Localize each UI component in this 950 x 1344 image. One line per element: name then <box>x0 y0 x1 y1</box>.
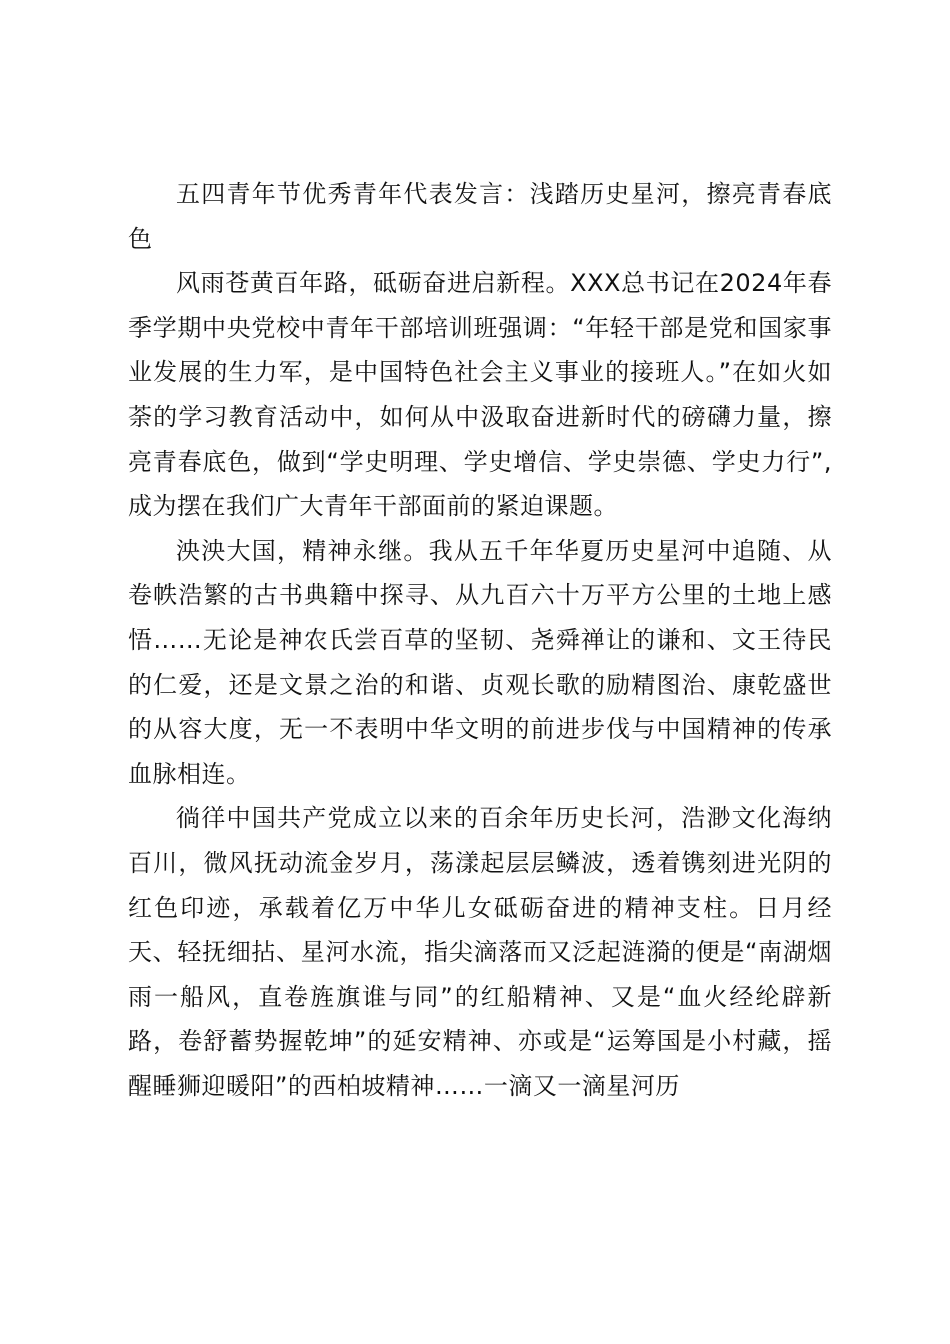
paragraph-2: 泱泱大国，精神永继。我从五千年华夏历史星河中追随、从卷帙浩繁的古书典籍中探寻、从九百六十万平方公里的土地上感悟……无论是神农氏尝百草的坚韧、尧舜禅让的谦和、文王待民的仁爱，还是文景之治的和谐、贞观长歌的励精图治、康乾盛世的从容大度，无一不表明中华文明的前进步伐与中国精神的传承血脉相连。 <box>128 536 832 788</box>
document-body <box>128 172 832 1108</box>
paragraph-3: 徜徉中国共产党成立以来的百余年历史长河，浩渺文化海纳百川，微风抚动流金岁月，荡漾起层层鳞波，透着镌刻进光阴的红色印迹，承载着亿万中华儿女砥砺奋进的精神支柱。日月经天、轻抚细拈、星河水流，指尖滴落而又泛起涟漪的便是“南湖烟雨一船风，直卷旌旗谁与同”的红船精神、又是“血火经纶辟新路，卷舒蓄势握乾坤”的延安精神、亦或是“运筹国是小村藏，摇醒睡狮迎暖阳”的西柏坡精神……一滴又一滴星河历 <box>128 804 832 1100</box>
paragraph-1: 风雨苍黄百年路，砥砺奋进启新程。XXX总书记在2024年春季学期中央党校中青年干部培训班强调：“年轻干部是党和国家事业发展的生力军，是中国特色社会主义事业的接班人。”在如火如荼的学习教育活动中，如何从中汲取奋进新时代的磅礴力量，擦亮青春底色，做到“学史明理、学史增信、学史崇德、学史力行”,成为摆在我们广大青年干部面前的紧迫课题。 <box>128 269 832 521</box>
document-title: 五四青年节优秀青年代表发言：浅踏历史星河，擦亮青春底色 <box>128 180 832 253</box>
